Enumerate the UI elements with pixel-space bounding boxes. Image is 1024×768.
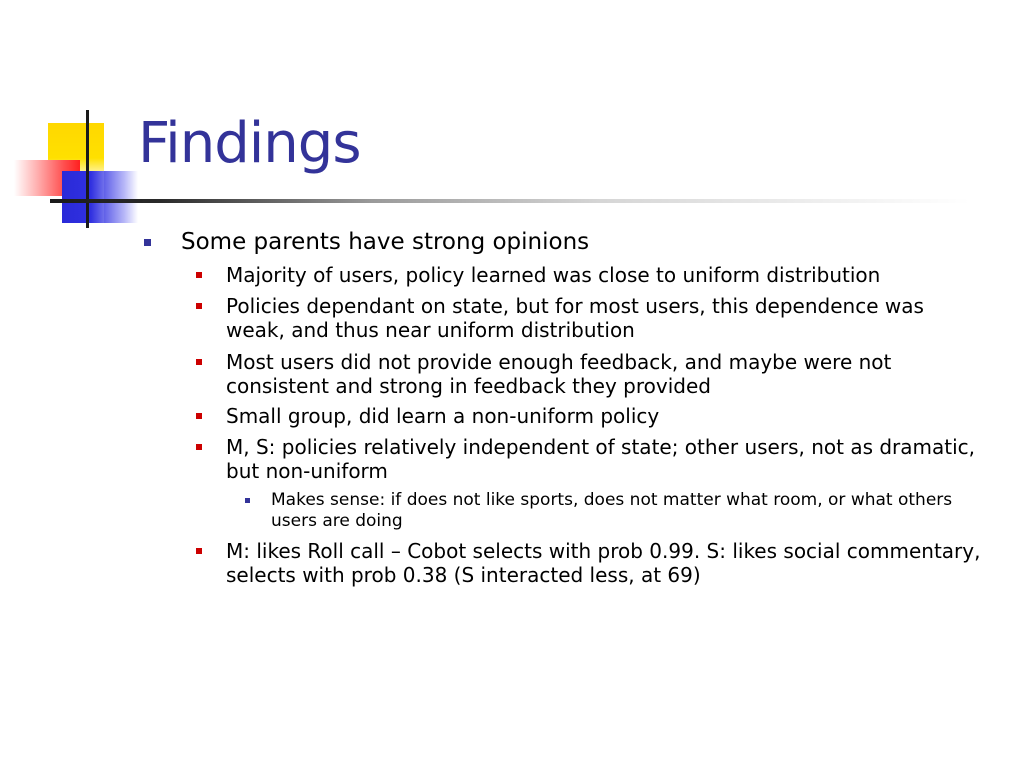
sub-bullet-item [226,263,986,287]
bullet-square-icon [196,303,202,309]
bullet-square-icon [196,359,202,365]
sub-bullet-item [226,350,986,398]
sub-bullet-item [226,539,986,587]
sub-bullet-item [226,435,986,483]
bullet-square-icon [196,444,202,450]
sub-bullet-text: Small group, did learn a non-uniform policy [226,404,660,428]
title-underline-rule [50,199,970,203]
sub-bullet-text: Majority of users, policy learned was close to uniform distribution [226,263,881,287]
sub-bullet-text: Most users did not provide enough feedback, and maybe were not consistent and strong in feedback they provided [226,350,892,398]
sub-sub-bullet-item [271,490,971,532]
sub-bullet-item [226,294,986,342]
bullet-item [181,228,981,256]
sub-bullet-item [226,404,986,428]
bullet-square-icon [196,413,202,419]
bullet-square-icon [196,272,202,278]
sub-bullet-text: M: likes Roll call – Cobot selects with prob 0.99. S: likes social commentary, selects with prob 0.38 (S interacted less, at 69) [226,539,981,587]
sub-bullet-text: M, S: policies relatively independent of state; other users, not as dramatic, but non-uniform [226,435,976,483]
bullet-square-icon [245,498,250,503]
bullet-text: Some parents have strong opinions [181,229,590,255]
bullet-square-icon [196,548,202,554]
blue-fade-decoration [104,171,138,223]
slide-title: Findings [138,111,361,176]
bullet-square-icon [144,239,151,246]
sub-bullet-text: Policies dependant on state, but for most users, this dependence was weak, and thus near uniform distribution [226,294,924,342]
vertical-rule [86,110,89,228]
sub-sub-bullet-text: Makes sense: if does not like sports, does not matter what room, or what others users are doing [271,490,953,531]
